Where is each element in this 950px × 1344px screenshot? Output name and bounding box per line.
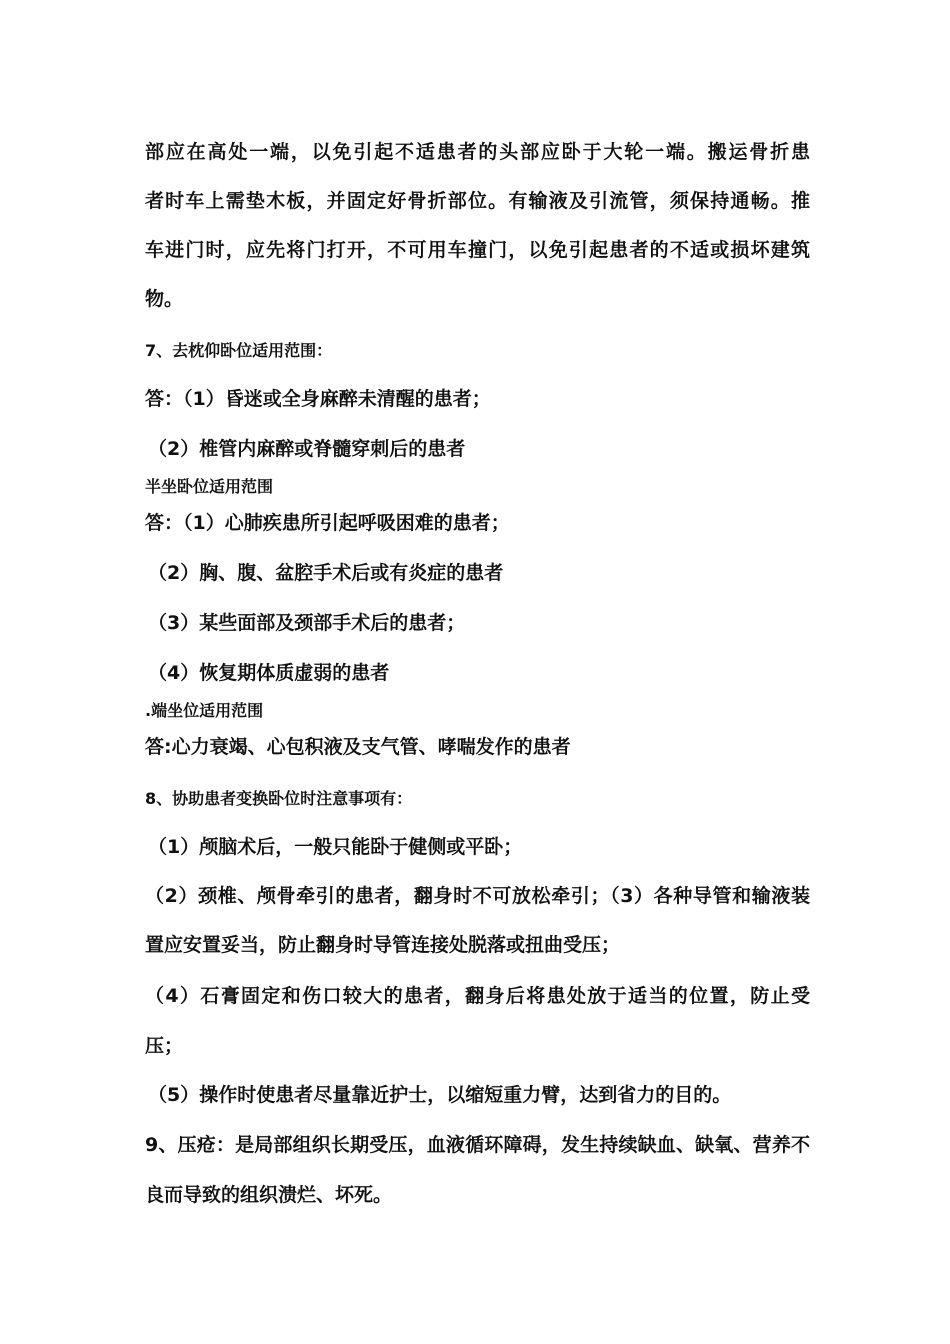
list-item: （2）胸、腹、盆腔手术后或有炎症的患者 — [148, 562, 504, 584]
paragraph-line: 置应安置妥当，防止翻身时导管连接处脱落或扭曲受压； — [145, 934, 621, 956]
list-item: （2）颈椎、颅骨牵引的患者，翻身时不可放松牵引；（3）各种导管和输液装 — [145, 885, 810, 907]
answer-line: 答：（1）心肺疾患所引起呼吸困难的患者； — [145, 512, 510, 534]
list-item: （2）椎管内麻醉或脊髓穿刺后的患者 — [148, 438, 466, 460]
list-item: （4）石膏固定和伤口较大的患者，翻身后将患处放于适当的位置，防止受 — [145, 985, 810, 1007]
paragraph-line: 良而导致的组织溃烂、坏死。 — [145, 1184, 393, 1206]
subheading-semi-sitting: 半坐卧位适用范围 — [145, 477, 274, 496]
subheading-upright-sitting: .端坐位适用范围 — [145, 701, 264, 720]
list-item: （5）操作时使患者尽量靠近护士，以缩短重力臂，达到省力的目的。 — [148, 1084, 732, 1106]
paragraph-line-2: 者时车上需垫木板，并固定好骨折部位。有输液及引流管，须保持通畅。推 — [145, 190, 810, 212]
list-item: （4）恢复期体质虚弱的患者 — [148, 662, 390, 684]
paragraph-line-1: 部应在高处一端，以免引起不适患者的头部应卧于大轮一端。搬运骨折患 — [145, 141, 810, 163]
section-heading-8: 8、协助患者变换卧位时注意事项有： — [145, 789, 413, 808]
paragraph-line: 压； — [145, 1035, 184, 1057]
paragraph-line-3: 车进门时，应先将门打开，不可用车撞门，以免引起患者的不适或损坏建筑 — [145, 239, 810, 261]
answer-line: 答：（1）昏迷或全身麻醉未清醒的患者； — [145, 388, 491, 410]
section-heading-9: 9、压疮：是局部组织长期受压，血液循环障碍，发生持续缺血、缺氧、营养不 — [145, 1134, 810, 1156]
answer-line: 答:心力衰竭、心包积液及支气管、哮喘发作的患者 — [145, 736, 571, 758]
list-item: （1）颅脑术后，一般只能卧于健侧或平卧； — [148, 836, 523, 858]
list-item: （3）某些面部及颈部手术后的患者； — [148, 612, 466, 634]
section-heading-7: 7、去枕仰卧位适用范围： — [145, 341, 333, 360]
paragraph-line-4: 物。 — [145, 288, 184, 310]
